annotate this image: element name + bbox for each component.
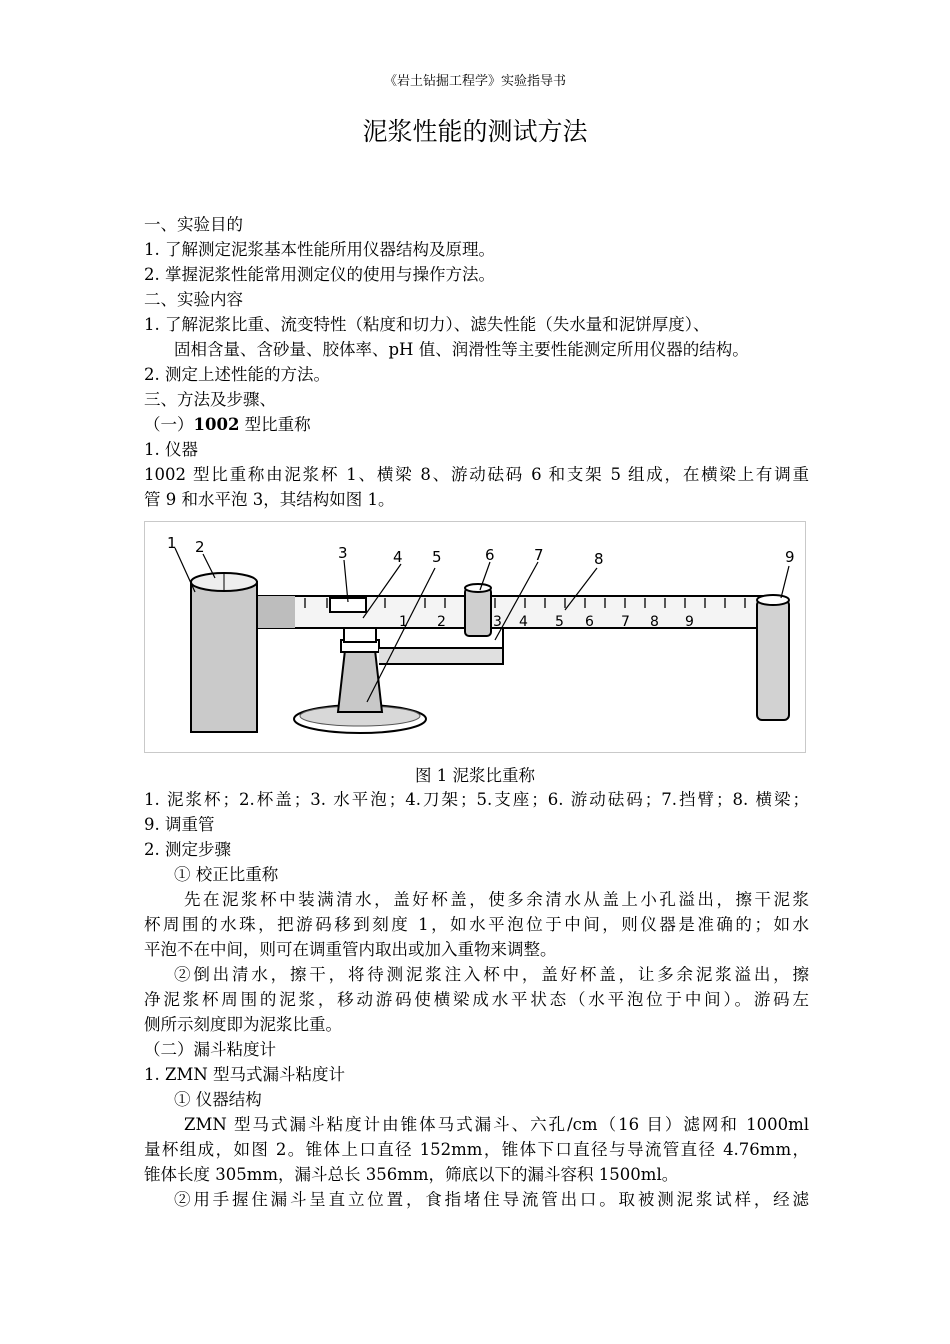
callout-label: 4 (393, 548, 403, 566)
mud-cup (191, 582, 257, 732)
support-column (338, 650, 382, 712)
body-text-top (144, 212, 809, 512)
paragraph-line: 平泡不在中间，则可在调重管内取出或加入重物来调整。 (144, 940, 557, 959)
scale-mark: 4 (519, 614, 528, 630)
subsection-model: 1002 (193, 415, 240, 434)
list-item: 2. 测定上述性能的方法。 (144, 365, 330, 384)
page-title: 泥浆性能的测试方法 (362, 117, 588, 146)
paragraph-line: 管 9 和水平泡 3，其结构如图 1。 (144, 490, 395, 509)
paragraph-line: 净泥浆杯周围的泥浆，移动游码使横梁成水平状态（水平泡位于中间）。游码左 (144, 990, 809, 1009)
scale-mark: 6 (585, 614, 594, 630)
step-heading: ① 仪器结构 (174, 1090, 262, 1109)
callout-label: 2 (195, 538, 205, 556)
body-text-bottom (144, 787, 809, 1212)
figure-legend: 9. 调重管 (144, 815, 215, 834)
running-header: 《岩土钻掘工程学》实验指导书 (383, 74, 566, 89)
scale-mark: 8 (650, 614, 659, 630)
scale-mark: 1 (399, 614, 408, 630)
callout-label: 6 (485, 546, 495, 564)
scale-mark: 7 (621, 614, 630, 630)
list-item: 1. 了解泥浆比重、流变特性（粘度和切力）、滤失性能（失水量和泥饼厚度）、 (144, 315, 710, 334)
scale-mark: 5 (555, 614, 564, 630)
list-item: 2. 掌握泥浆性能常用测定仪的使用与操作方法。 (144, 265, 495, 284)
subheading: 2. 测定步骤 (144, 840, 231, 859)
subsection-heading: （二）漏斗粘度计 (144, 1040, 276, 1059)
subheading: 1. 仪器 (144, 440, 198, 459)
section-heading: 一、实验目的 (144, 215, 243, 234)
scale-mark: 2 (437, 614, 446, 630)
subsection-suffix: 型比重称 (239, 415, 311, 434)
step-heading: ① 校正比重称 (174, 865, 279, 884)
callout-label: 1 (167, 534, 177, 552)
paragraph-line: 量杯组成，如图 2。锥体上口直径 152mm，锥体下口直径与导流管直径 4.76mm， (144, 1140, 809, 1159)
paragraph-line: ZMN 型马式漏斗粘度计由锥体马式漏斗、六孔/cm（16 目）滤网和 1000ml (184, 1115, 809, 1134)
subsection-heading (144, 412, 809, 437)
section-heading: 三、方法及步骤、 (144, 390, 276, 409)
figure-balance-diagram (144, 521, 806, 753)
sliding-weight (465, 588, 491, 636)
paragraph-line: 锥体长度 305mm，漏斗总长 356mm，筛底以下的漏斗容积 1500ml。 (144, 1165, 679, 1184)
paragraph-line: ②用手握住漏斗呈直立位置，食指堵住导流管出口。取被测泥浆试样，经滤 (174, 1190, 809, 1209)
list-item-continuation: 固相含量、含砂量、胶体率、pH 值、润滑性等主要性能测定所用仪器的结构。 (174, 340, 749, 359)
list-item: 1. 了解测定泥浆基本性能所用仪器结构及原理。 (144, 240, 495, 259)
scale-mark: 3 (493, 614, 502, 630)
scale-mark: 9 (685, 614, 694, 630)
paragraph-line: ②倒出清水，擦干，将待测泥浆注入杯中，盖好杯盖，让多余泥浆溢出，擦 (174, 965, 809, 984)
figure-legend: 1. 泥浆杯；2.杯盖；3. 水平泡；4.刀架；5.支座；6. 游动砝码；7.挡臂；8. 横梁； (144, 790, 809, 809)
subsection-prefix: （一） (144, 415, 194, 434)
callout-label: 3 (338, 544, 348, 562)
callout-label: 5 (432, 548, 442, 566)
paragraph-line: 1002 型比重称由泥浆杯 1、横梁 8、游动砝码 6 和支架 5 组成，在横梁上有调重 (144, 465, 809, 484)
adjustment-tube (757, 600, 789, 720)
callout-label: 9 (785, 548, 795, 566)
callout-label: 7 (534, 546, 544, 564)
section-heading: 二、实验内容 (144, 290, 243, 309)
figure-caption: 图 1 泥浆比重称 (415, 766, 535, 785)
subheading: 1. ZMN 型马式漏斗粘度计 (144, 1065, 346, 1084)
paragraph-line: 侧所示刻度即为泥浆比重。 (144, 1015, 342, 1034)
paragraph-line: 杯周围的水珠，把游码移到刻度 1，如水平泡位于中间，则仪器是准确的；如水 (144, 915, 809, 934)
balance-illustration (145, 522, 805, 752)
stop-arm (379, 648, 503, 664)
paragraph-line: 先在泥浆杯中装满清水，盖好杯盖，使多余清水从盖上小孔溢出，擦干泥浆 (184, 890, 809, 909)
callout-label: 8 (594, 550, 604, 568)
